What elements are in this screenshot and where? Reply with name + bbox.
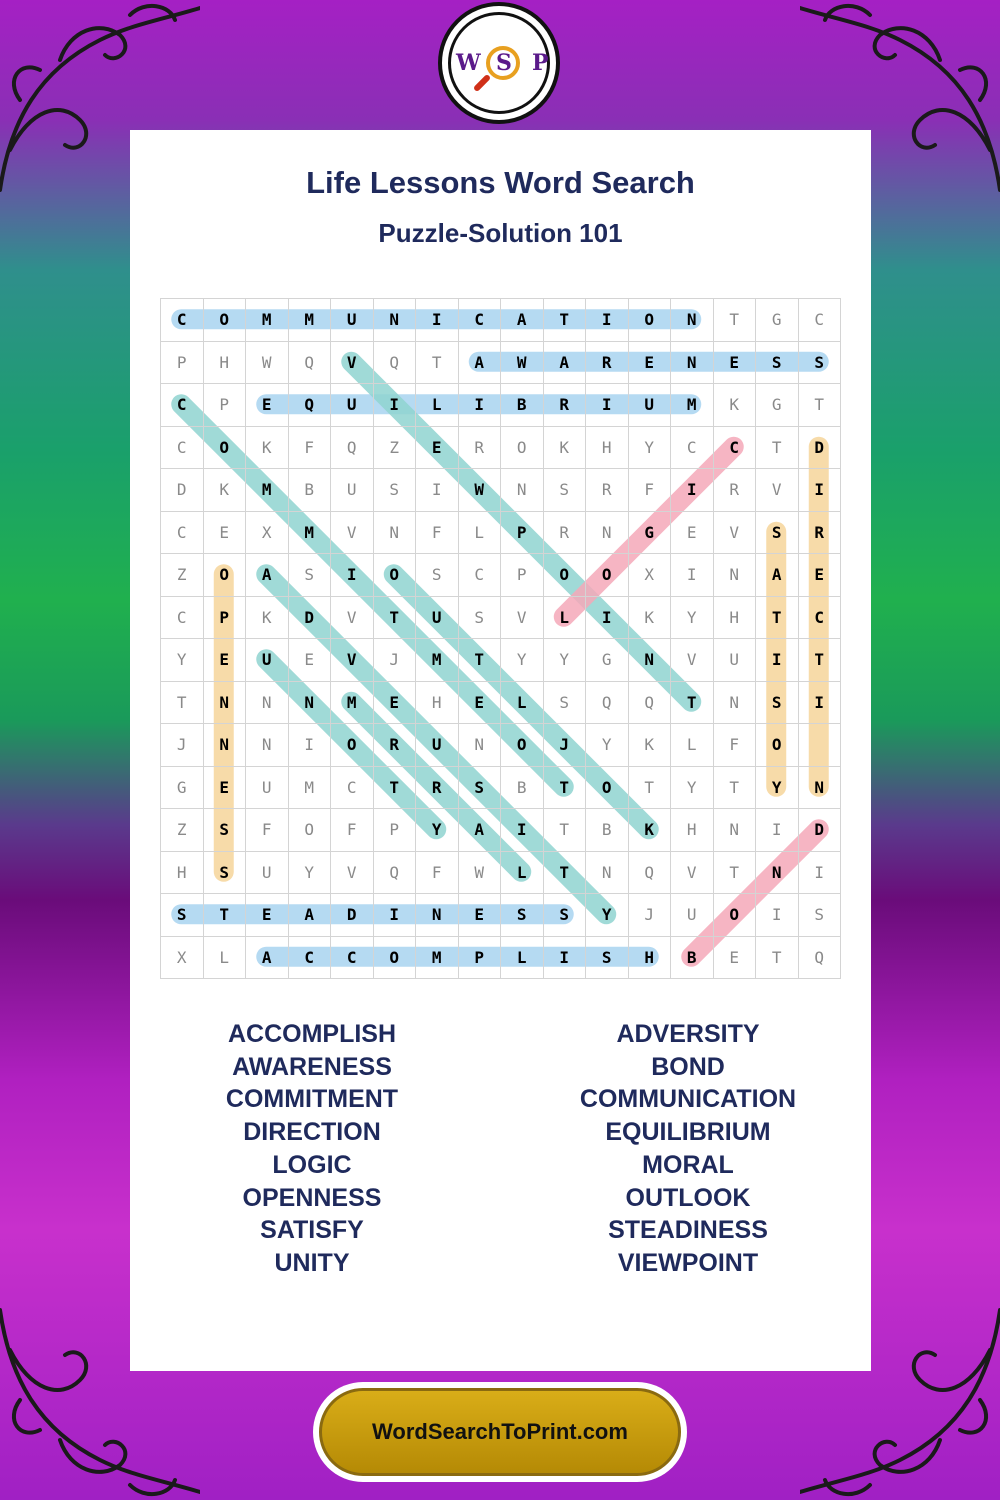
grid-cell[interactable]: V	[756, 469, 799, 512]
grid-cell[interactable]: M	[416, 937, 459, 980]
grid-cell[interactable]: I	[756, 894, 799, 937]
word-list-left	[162, 1018, 462, 1280]
grid-cell[interactable]: J	[629, 894, 672, 937]
word-list-item: MORAL	[642, 1150, 734, 1179]
grid-cell[interactable]: L	[671, 724, 714, 767]
grid-cell[interactable]: O	[204, 299, 247, 342]
logo-letter-s: S	[496, 50, 512, 76]
grid-cell[interactable]: H	[629, 937, 672, 980]
grid-cell[interactable]: T	[799, 384, 842, 427]
grid-cell[interactable]: L	[416, 384, 459, 427]
grid-cell[interactable]: P	[501, 554, 544, 597]
grid-cell[interactable]: U	[416, 597, 459, 640]
grid-cell[interactable]: Y	[756, 767, 799, 810]
grid-cell[interactable]: S	[289, 554, 332, 597]
grid-cell[interactable]: W	[459, 469, 502, 512]
grid-cell[interactable]: O	[714, 894, 757, 937]
grid-cell[interactable]: A	[459, 809, 502, 852]
site-link[interactable]: WordSearchToPrint.com	[319, 1388, 681, 1476]
grid-cell[interactable]: I	[544, 937, 587, 980]
site-logo[interactable]	[438, 2, 560, 124]
grid-cell[interactable]: C	[799, 597, 842, 640]
grid-cell[interactable]: C	[161, 427, 204, 470]
grid-cell[interactable]: E	[204, 639, 247, 682]
grid-cell[interactable]: L	[544, 597, 587, 640]
grid-cell[interactable]: N	[629, 639, 672, 682]
grid-cell[interactable]: C	[161, 597, 204, 640]
grid-cell[interactable]: X	[161, 937, 204, 980]
grid-cell[interactable]: S	[459, 767, 502, 810]
grid-cell[interactable]: M	[289, 512, 332, 555]
grid-cell[interactable]: N	[799, 767, 842, 810]
grid-cell[interactable]: R	[544, 512, 587, 555]
grid-cell[interactable]: V	[671, 852, 714, 895]
grid-cell[interactable]: Q	[289, 384, 332, 427]
grid-cell[interactable]: I	[671, 554, 714, 597]
word-list-item: SATISFY	[260, 1216, 364, 1245]
grid-cell[interactable]: R	[586, 342, 629, 385]
grid-cell[interactable]: R	[374, 724, 417, 767]
grid-cell[interactable]: T	[714, 299, 757, 342]
grid-cell[interactable]: A	[246, 937, 289, 980]
grid-cell[interactable]: Y	[501, 639, 544, 682]
grid-cell[interactable]: A	[501, 299, 544, 342]
grid-cell[interactable]: L	[459, 512, 502, 555]
grid-cell[interactable]: I	[799, 682, 842, 725]
grid-cell[interactable]: C	[161, 512, 204, 555]
grid-cell[interactable]: M	[289, 767, 332, 810]
grid-cell[interactable]: T	[756, 937, 799, 980]
grid-cell[interactable]: M	[246, 469, 289, 512]
grid-cell[interactable]: I	[586, 597, 629, 640]
grid-cell[interactable]: I	[289, 724, 332, 767]
grid-cell[interactable]: D	[331, 894, 374, 937]
grid-cell[interactable]: S	[756, 342, 799, 385]
grid-cell[interactable]: U	[671, 894, 714, 937]
grid-cell[interactable]: F	[331, 809, 374, 852]
grid-cell[interactable]: S	[544, 469, 587, 512]
grid-cell[interactable]: R	[799, 512, 842, 555]
grid-cell[interactable]: Z	[161, 554, 204, 597]
grid-cell[interactable]: U	[629, 384, 672, 427]
grid-cell[interactable]: Q	[799, 937, 842, 980]
word-list-item: EQUILIBRIUM	[605, 1118, 771, 1147]
grid-cell[interactable]: V	[331, 512, 374, 555]
grid-cell[interactable]: N	[374, 299, 417, 342]
word-list-item: UNITY	[274, 1248, 350, 1277]
grid-cell[interactable]: B	[501, 767, 544, 810]
grid-cell[interactable]: Y	[544, 639, 587, 682]
grid-cell[interactable]: A	[459, 342, 502, 385]
grid-cell[interactable]: I	[459, 384, 502, 427]
grid-cell[interactable]: T	[161, 682, 204, 725]
grid-cell[interactable]: F	[714, 724, 757, 767]
grid-cell[interactable]: F	[289, 427, 332, 470]
word-list-item: COMMUNICATION	[579, 1085, 797, 1114]
logo-letter-w: W	[456, 50, 481, 76]
grid-cell[interactable]: G	[161, 767, 204, 810]
grid-cell[interactable]: U	[714, 639, 757, 682]
grid-cell[interactable]: T	[671, 682, 714, 725]
grid-cell[interactable]: P	[501, 512, 544, 555]
grid-cell[interactable]: O	[289, 809, 332, 852]
grid-cell[interactable]: I	[586, 384, 629, 427]
grid-cell[interactable]: N	[714, 809, 757, 852]
grid-cell[interactable]: S	[161, 894, 204, 937]
grid-cell[interactable]: T	[374, 597, 417, 640]
grid-cell[interactable]: B	[586, 809, 629, 852]
word-list-item: ACCOMPLISH	[227, 1020, 397, 1048]
grid-cell[interactable]: N	[204, 724, 247, 767]
grid-cell[interactable]: E	[374, 682, 417, 725]
grid-cell[interactable]: N	[586, 512, 629, 555]
grid-cell[interactable]: Z	[374, 427, 417, 470]
grid-cell[interactable]: S	[501, 894, 544, 937]
grid-cell[interactable]: U	[331, 384, 374, 427]
grid-cell[interactable]: T	[756, 427, 799, 470]
grid-cell[interactable]: C	[714, 427, 757, 470]
grid-cell[interactable]: N	[246, 724, 289, 767]
grid-cell[interactable]: Q	[629, 852, 672, 895]
grid-cell[interactable]: Y	[416, 809, 459, 852]
grid-cell[interactable]: L	[501, 682, 544, 725]
word-list-item: VIEWPOINT	[617, 1248, 759, 1277]
word-list-item: COMMITMENT	[225, 1085, 399, 1114]
grid-cell[interactable]: R	[459, 427, 502, 470]
word-list-item: BOND	[651, 1052, 725, 1081]
grid-cell[interactable]: D	[799, 427, 842, 470]
grid-cell[interactable]: U	[331, 469, 374, 512]
grid-cell[interactable]: O	[501, 724, 544, 767]
grid-cell[interactable]: N	[671, 342, 714, 385]
grid-cell[interactable]: T	[544, 299, 587, 342]
grid-cell[interactable]: P	[204, 384, 247, 427]
grid-cell[interactable]: X	[246, 512, 289, 555]
grid-cell[interactable]: N	[714, 682, 757, 725]
word-list-item: OPENNESS	[242, 1183, 382, 1212]
grid-cell[interactable]: T	[204, 894, 247, 937]
grid-cell[interactable]: E	[204, 767, 247, 810]
grid-cell[interactable]: Q	[629, 682, 672, 725]
grid-cell[interactable]: E	[714, 342, 757, 385]
grid-cell[interactable]: N	[501, 469, 544, 512]
grid-cell[interactable]: Y	[671, 767, 714, 810]
grid-cell[interactable]: O	[586, 767, 629, 810]
grid-cell[interactable]: W	[459, 852, 502, 895]
grid-cell[interactable]: S	[374, 469, 417, 512]
grid-cell[interactable]: A	[756, 554, 799, 597]
grid-cell[interactable]: D	[161, 469, 204, 512]
grid-cell[interactable]: S	[586, 937, 629, 980]
grid-cell[interactable]: Z	[161, 809, 204, 852]
grid-cell[interactable]: R	[714, 469, 757, 512]
grid-cell[interactable]: I	[374, 384, 417, 427]
grid-cell[interactable]: X	[629, 554, 672, 597]
grid-cell[interactable]: I	[501, 809, 544, 852]
grid-cell[interactable]: K	[246, 427, 289, 470]
grid-cell[interactable]: V	[331, 342, 374, 385]
grid-cell[interactable]: N	[246, 682, 289, 725]
grid-cell[interactable]: I	[756, 809, 799, 852]
grid-cell[interactable]: M	[289, 299, 332, 342]
grid-cell[interactable]: L	[204, 937, 247, 980]
grid-cell[interactable]: I	[416, 469, 459, 512]
grid-cell[interactable]: C	[331, 937, 374, 980]
grid-cell[interactable]: K	[544, 427, 587, 470]
grid-cell[interactable]: I	[756, 639, 799, 682]
site-banner[interactable]	[313, 1382, 687, 1482]
grid-cell[interactable]: R	[586, 469, 629, 512]
page-title: Life Lessons Word Search	[306, 165, 695, 200]
grid-cell[interactable]: Y	[586, 724, 629, 767]
grid-cell[interactable]: J	[161, 724, 204, 767]
grid-cell[interactable]: V	[331, 597, 374, 640]
grid-cell[interactable]: U	[246, 852, 289, 895]
grid-cell[interactable]: T	[459, 639, 502, 682]
word-list-item: OUTLOOK	[625, 1183, 751, 1212]
grid-cell[interactable]: V	[331, 852, 374, 895]
grid-cell[interactable]: G	[629, 512, 672, 555]
grid-cell[interactable]: C	[459, 299, 502, 342]
grid-cell[interactable]: K	[629, 597, 672, 640]
grid-cell[interactable]: I	[799, 469, 842, 512]
grid-cell[interactable]: G	[586, 639, 629, 682]
grid-cell[interactable]: E	[246, 894, 289, 937]
grid-cell[interactable]: C	[799, 299, 842, 342]
grid-cell[interactable]: W	[246, 342, 289, 385]
grid-cell[interactable]: S	[544, 682, 587, 725]
grid-cell[interactable]: C	[289, 937, 332, 980]
grid-cell[interactable]: T	[416, 342, 459, 385]
grid-cell[interactable]: T	[544, 809, 587, 852]
grid-cell[interactable]: Y	[289, 852, 332, 895]
grid-cell[interactable]: U	[246, 767, 289, 810]
puzzle-card	[130, 130, 871, 1371]
grid-cell[interactable]: S	[204, 809, 247, 852]
grid-cell[interactable]: S	[799, 894, 842, 937]
grid-cell[interactable]: M	[416, 639, 459, 682]
grid-cell[interactable]: E	[416, 427, 459, 470]
grid-cell[interactable]: H	[204, 342, 247, 385]
grid-cell[interactable]: N	[586, 852, 629, 895]
grid-cell[interactable]: E	[204, 512, 247, 555]
grid-cell[interactable]: C	[459, 554, 502, 597]
grid-cell[interactable]: T	[544, 767, 587, 810]
grid-cell[interactable]: Q	[374, 342, 417, 385]
grid-cell[interactable]: N	[204, 682, 247, 725]
grid-cell[interactable]: A	[544, 342, 587, 385]
grid-cell[interactable]: I	[331, 554, 374, 597]
grid-cell[interactable]: W	[501, 342, 544, 385]
grid-cell[interactable]: O	[331, 724, 374, 767]
grid-cell[interactable]: K	[714, 384, 757, 427]
grid-cell[interactable]: S	[756, 682, 799, 725]
grid-cell[interactable]: N	[374, 512, 417, 555]
grid-cell[interactable]: T	[714, 767, 757, 810]
word-list-right	[538, 1018, 838, 1280]
grid-cell[interactable]: C	[331, 767, 374, 810]
grid-cell[interactable]: O	[374, 937, 417, 980]
grid-cell[interactable]: T	[544, 852, 587, 895]
grid-cell[interactable]: J	[544, 724, 587, 767]
grid-cell[interactable]: T	[756, 597, 799, 640]
grid-cell[interactable]: F	[629, 469, 672, 512]
logo-letter-p: P	[532, 50, 549, 76]
grid-cell[interactable]: T	[799, 639, 842, 682]
grid-cell[interactable]: V	[714, 512, 757, 555]
grid-cell[interactable]: N	[416, 894, 459, 937]
grid-cell[interactable]: K	[629, 724, 672, 767]
grid-cell[interactable]: O	[629, 299, 672, 342]
grid-cell[interactable]: Q	[289, 342, 332, 385]
grid-cell[interactable]: N	[714, 554, 757, 597]
grid-cell[interactable]: S	[204, 852, 247, 895]
grid-cell[interactable]: M	[246, 299, 289, 342]
grid-cell[interactable]: L	[501, 852, 544, 895]
grid-cell[interactable]: Y	[629, 427, 672, 470]
grid-cell[interactable]: I	[374, 894, 417, 937]
grid-cell[interactable]: I	[799, 852, 842, 895]
grid-cell[interactable]: E	[246, 384, 289, 427]
grid-cell[interactable]: N	[289, 682, 332, 725]
page-subtitle: Puzzle-Solution 101	[378, 218, 623, 248]
grid-cell[interactable]: E	[459, 894, 502, 937]
grid-cell[interactable]: V	[331, 639, 374, 682]
grid-cell[interactable]: S	[756, 512, 799, 555]
grid-cell[interactable]: U	[416, 724, 459, 767]
grid-cell[interactable]: D	[799, 809, 842, 852]
grid-cell[interactable]: K	[246, 597, 289, 640]
grid-cell[interactable]: I	[416, 299, 459, 342]
grid-cell[interactable]: T	[714, 852, 757, 895]
grid-cell[interactable]: O	[204, 554, 247, 597]
grid-cell[interactable]: H	[586, 427, 629, 470]
grid-cell[interactable]: N	[459, 724, 502, 767]
grid-cell[interactable]: Q	[331, 427, 374, 470]
grid-cell[interactable]: P	[204, 597, 247, 640]
grid-cell[interactable]: G	[756, 384, 799, 427]
grid-cell[interactable]: M	[671, 384, 714, 427]
grid-cell[interactable]: O	[756, 724, 799, 767]
grid-cell[interactable]: H	[671, 809, 714, 852]
grid-cell[interactable]: H	[161, 852, 204, 895]
grid-cell[interactable]: Q	[586, 682, 629, 725]
grid-cell[interactable]: P	[374, 809, 417, 852]
grid-cell[interactable]: C	[161, 384, 204, 427]
grid-cell[interactable]: O	[586, 554, 629, 597]
grid-cell[interactable]: N	[671, 299, 714, 342]
grid-cell[interactable]: F	[416, 512, 459, 555]
grid-cell[interactable]: D	[289, 597, 332, 640]
word-list-item: AWARENESS	[232, 1052, 392, 1081]
letter-grid	[160, 298, 841, 979]
grid-cell[interactable]: S	[416, 554, 459, 597]
grid-cell[interactable]: O	[544, 554, 587, 597]
grid-cell[interactable]: Y	[161, 639, 204, 682]
grid-cell[interactable]: S	[459, 597, 502, 640]
grid-cell[interactable]: E	[459, 682, 502, 725]
grid-cell[interactable]: I	[671, 469, 714, 512]
word-list-item: ADVERSITY	[616, 1020, 760, 1048]
grid-cell[interactable]	[799, 724, 842, 767]
grid-cell[interactable]: Y	[586, 894, 629, 937]
grid-cell[interactable]: L	[501, 937, 544, 980]
grid-cell[interactable]: V	[671, 639, 714, 682]
grid-cell[interactable]: I	[586, 299, 629, 342]
grid-cell[interactable]: A	[289, 894, 332, 937]
grid-cell[interactable]: S	[544, 894, 587, 937]
grid-cell[interactable]: B	[501, 384, 544, 427]
grid-cell[interactable]: C	[671, 427, 714, 470]
grid-cell[interactable]: H	[714, 597, 757, 640]
word-list-item: DIRECTION	[243, 1118, 381, 1147]
grid-cell[interactable]: E	[714, 937, 757, 980]
grid-cell[interactable]: C	[161, 299, 204, 342]
word-list-item: STEADINESS	[608, 1216, 768, 1245]
grid-cell[interactable]: P	[161, 342, 204, 385]
grid-cell[interactable]: U	[246, 639, 289, 682]
grid-cell[interactable]: O	[204, 427, 247, 470]
grid-cell[interactable]: B	[671, 937, 714, 980]
grid-cell[interactable]: Q	[374, 852, 417, 895]
grid-cell[interactable]: F	[246, 809, 289, 852]
grid-cell[interactable]: A	[246, 554, 289, 597]
word-list-item: LOGIC	[272, 1150, 352, 1179]
grid-cell[interactable]: J	[374, 639, 417, 682]
grid-cell[interactable]: O	[501, 427, 544, 470]
grid-cell[interactable]: S	[799, 342, 842, 385]
grid-cell[interactable]: E	[799, 554, 842, 597]
grid-cell[interactable]: E	[629, 342, 672, 385]
grid-cell[interactable]: E	[289, 639, 332, 682]
grid-cell[interactable]: K	[204, 469, 247, 512]
grid-cell[interactable]: O	[374, 554, 417, 597]
grid-cell[interactable]: T	[629, 767, 672, 810]
grid-cell[interactable]: T	[374, 767, 417, 810]
grid-cell[interactable]: R	[544, 384, 587, 427]
grid-cell[interactable]: K	[629, 809, 672, 852]
grid-cell[interactable]: E	[671, 512, 714, 555]
grid-cell[interactable]: V	[501, 597, 544, 640]
grid-cell[interactable]: B	[289, 469, 332, 512]
grid-cell[interactable]: M	[331, 682, 374, 725]
grid-cell[interactable]: U	[331, 299, 374, 342]
grid-cell[interactable]: F	[416, 852, 459, 895]
grid-cell[interactable]: R	[416, 767, 459, 810]
grid-cell[interactable]: Y	[671, 597, 714, 640]
grid-cell[interactable]: N	[756, 852, 799, 895]
grid-cell[interactable]: H	[416, 682, 459, 725]
grid-cell[interactable]: P	[459, 937, 502, 980]
grid-cell[interactable]: G	[756, 299, 799, 342]
